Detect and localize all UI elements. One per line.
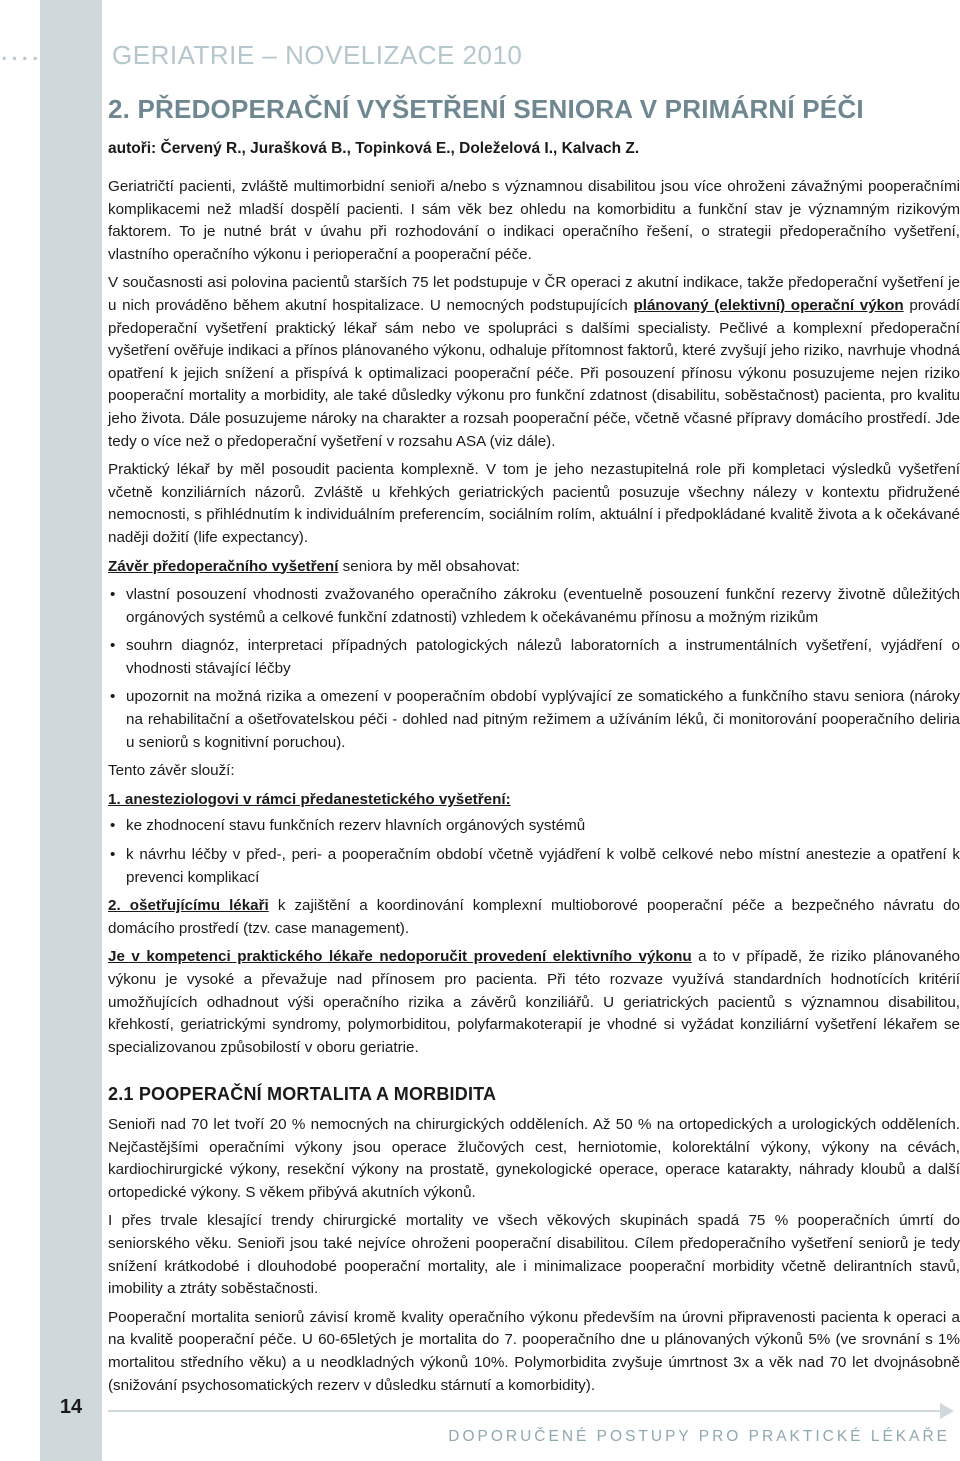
paragraph-text: a to v případě, že riziko plánovaného výkonu je vysoké a převažuje nad přínosem pro pacienta. Při této rozvaze využívá standardních hodnotících kritérií umožňujících odhadnout výši operačního rizika a závěrů konziliářů. U geriatrických pacientů s významnou disabilitou, křehkostí, geriatrickými syndromy, polymorbiditou, polyfarmakoterapií je vhodné si vyžádat konziliární vyšetření lékařem se specializovanou způsobilostí v oboru geriatrie. (108, 948, 960, 1056)
arrow-right-icon (940, 1403, 954, 1419)
paragraph-text: k zajištění a koordinování komplexní multioborové pooperační péče a bezpečného návratu do domácího prostředí (tzv. case management). (108, 897, 960, 937)
anesthesiologist-list (108, 815, 960, 889)
paragraph-text: seniora by měl obsahovat: (338, 557, 520, 575)
paragraph-competence (108, 946, 960, 1059)
emphasis-elective: plánovaný (elektivní) operační výkon (633, 296, 904, 314)
paragraph-gp-role: Praktický lékař by měl posoudit pacienta komplexně. V tom je jeho nezastupitelná role při kompletaci výsledků vyšetření včetně konziliárních názorů. Zvláště u křehkých geriatrických pacientů posuzuje všechny nálezy v kontextu přidružené nemocnosti, s přihlédnutím k individuálním preferencím, sociálním rolím, aktuální i předpokládané kvalitě života a k očekávané naději dožití (life expectancy). (108, 461, 960, 546)
section-heading: 2.1 POOPERAČNÍ MORTALITA A MORBIDITA (108, 1084, 497, 1105)
page-title: 2. PŘEDOPERAČNÍ VYŠETŘENÍ SENIORA V PRIMÁRNÍ PÉČI (108, 94, 864, 124)
series-title-text: GERIATRIE – NOVELIZACE 2010 (112, 40, 523, 70)
list-item: • souhrn diagnóz, interpretaci případných patologických nálezů laboratorních a instrumentálních vyšetření, vyjádření o vhodnosti stávající léčby (108, 635, 960, 680)
emphasis-competence: Je v kompetenci praktického lékaře nedoporučit provedení elektivního výkonu (108, 948, 692, 966)
footer-rule (108, 1410, 946, 1412)
paragraph-current-state (108, 272, 960, 453)
list-item: • vlastní posouzení vhodnosti zvažovaného operačního zákroku (eventuelně posouzení funkční rezervy životně důležitých orgánových systémů a celkové funkční zdatnosti) vzhledem k očekávanému přínosu a možným rizikům (108, 584, 960, 629)
paragraph-text: provádí předoperační vyšetření praktický lékař sám nebo ve spolupráci s dalšími specialisty. Pečlivé a komplexní předoperační vyšetření ověřuje indikaci a přínos plánovaného výkonu, odhaluje přítomnost faktorů, které zvyšují jeho riziko, navrhuje vhodná opatření k jejich snížení a přispívá k optimalizaci pooperační péče. Při posouzení přínosu výkonu posuzujeme nejen riziko pooperační mortality a morbidity, ale také důsledky výkonu pro funkční zdatnost (disabilitu, soběstačnost) pacienta, pro kvalitu jeho života. Dále posuzujeme nároky na charakter a rozsah pooperační péče, včetně včasné přípravy domácího prostředí. Jde tedy o více než o předoperační vyšetření v rozsahu ASA (viz dále). (108, 296, 960, 450)
heading-anesthesiologist: 1. anesteziologovi v rámci předanestetického vyšetření: (108, 790, 511, 808)
section-paragraph: Senioři nad 70 let tvoří 20 % nemocných na chirurgických odděleních. Až 50 % na ortopedických a urologických odděleních. Nejčastějšími operačními výkony jsou operace žlučových cest, herniotomie, kolorektální výkony, výkony na cévách, kardiochirurgické výkony, resekční výkony na prostatě, gynekologické operace, operace katarakty, náhrady kloubů a další ortopedické výkony. S věkem přibývá akutních výkonů. (108, 1115, 960, 1201)
section-paragraph: Pooperační mortalita seniorů závisí kromě kvality operačního výkonu především na úrovni připravenosti pacienta k operaci a na kvalitě pooperační péče. U 60-65letých je mortalita do 7. pooperačního dne u plánovaných výkonů 5% (ve srovnání s 1% mortalitou středního věku) a u neodkladných výkonů 10%. Polymorbidita zvyšuje úmrtnost 3x a věk nad 70 let dvojnásobně (snižování psychosomatických rezerv v důsledku stárnutí a komorbidity). (108, 1308, 960, 1394)
emphasis-treating-doctor: 2. ošetřujícímu lékaři (108, 897, 269, 915)
conclusion-list (108, 584, 960, 754)
page-number: 14 (59, 1396, 83, 1418)
authors-line: autoři: Červený R., Jurašková B., Topinková E., Doleželová I., Kalvach Z. (108, 140, 640, 157)
main-content (108, 176, 960, 1403)
header-dots: .... (0, 34, 42, 67)
section-paragraph: I přes trvale klesající trendy chirurgické mortality ve všech věkových skupinách spadá 75 % pooperačních úmrtí do seniorského věku. Senioři jsou také nejvíce ohroženi pooperační disabilitou. Cílem předoperačního vyšetření seniorů je tedy snížení krátkodobé i dlouhodobé pooperační mortality, ale i minimalizace pooperační morbidity včetně delirantních stavů, imobility a ztráty soběstačnosti. (108, 1212, 960, 1298)
paragraph-conclusion-intro (108, 556, 960, 579)
series-title (112, 40, 522, 71)
paragraph-intro: Geriatričtí pacienti, zvláště multimorbidní senioři a/nebo s významnou disabilitou jsou více ohroženi závažnými pooperačními komplikacemi než mladší dospělí pacienti. I sám věk bez ohledu na komorbiditu a funkční stav je významným rizikovým faktorem. To je nutné brát v úvahu při rozhodování o indikaci operačního řešení, o strategii předoperačního vyšetření, vlastního operačního výkonu i perioperační a pooperační péče. (108, 178, 960, 263)
list-item: • ke zhodnocení stavu funkčních rezerv hlavních orgánových systémů (108, 815, 960, 838)
paragraph-serves: Tento závěr slouží: (108, 762, 235, 780)
paragraph-text: V současnosti asi polovina pacientů starších 75 let podstupuje v ČR operaci z akutní indikace, takže předoperační vyšetření je u nich prováděno během akutní hospitalizace. U nemocných podstupujících (108, 274, 960, 314)
paragraph-treating-doctor (108, 895, 960, 940)
emphasis-conclusion: Závěr předoperačního vyšetření (108, 557, 339, 575)
list-item: • upozornit na možná rizika a omezení v pooperačním období vyplývající ze somatického a funkčního stavu seniora (nároky na rehabilitační a ošetřovatelskou péči - dohled nad pitným režimem a užíváním léků, či monitorování pooperačního deliria u seniorů s kognitivní poruchou). (108, 686, 960, 754)
footer-title: DOPORUČENÉ POSTUPY PRO PRAKTICKÉ LÉKAŘE (448, 1428, 950, 1445)
side-band (40, 0, 102, 1461)
list-item: • k návrhu léčby v před-, peri- a pooperačním období včetně vyjádření k volbě celkové nebo místní anestezie a opatření k prevenci komplikací (108, 844, 960, 889)
